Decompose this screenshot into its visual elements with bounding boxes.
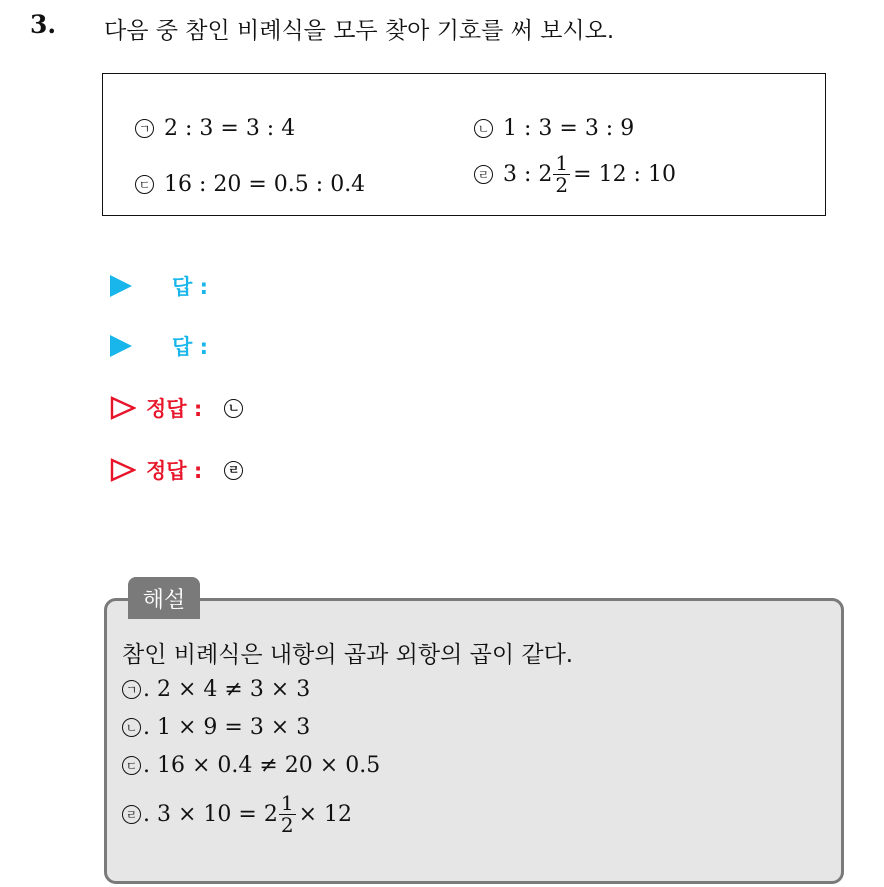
fraction-numerator: 1 <box>280 791 294 815</box>
correct-answer-row-2 <box>110 455 243 485</box>
answer-label: 답 : <box>172 335 208 359</box>
answer-row-2 <box>110 331 208 361</box>
explanation-expression: . 2 × 4 ≠ 3 × 3 <box>143 677 311 702</box>
correct-answer-value <box>224 399 243 418</box>
option-c <box>135 172 365 197</box>
explanation-expression: . 16 × 0.4 ≠ 20 × 0.5 <box>143 753 381 778</box>
fraction-numerator: 1 <box>555 151 569 175</box>
option-expression: 16 : 20 = 0.5 : 0.4 <box>164 172 366 197</box>
explanation-marker: ㄴ <box>122 718 141 737</box>
explanation-line <box>122 793 352 836</box>
explanation-marker: ㄷ <box>122 756 141 775</box>
solid-triangle-icon <box>110 275 132 297</box>
option-d <box>474 153 676 196</box>
option-expression-part: = 12 : 10 <box>573 162 676 187</box>
option-b <box>474 116 634 141</box>
option-expression: 1 : 3 = 3 : 9 <box>503 116 635 141</box>
option-marker: ㄹ <box>474 165 493 184</box>
answer-label: 답 : <box>172 275 208 299</box>
fraction-denominator: 2 <box>280 813 294 837</box>
question-text: 다음 중 참인 비례식을 모두 찾아 기호를 써 보시오. <box>104 18 615 44</box>
explanation-intro: 참인 비례식은 내항의 곱과 외항의 곱이 같다. <box>122 642 574 668</box>
fraction <box>279 793 296 836</box>
outline-triangle-icon <box>110 396 136 420</box>
explanation-expression-part: . 3 × 10 = 2 <box>143 802 278 827</box>
answer-marker: ㄴ <box>224 399 243 418</box>
explanation-expression-part: × 12 <box>298 802 352 827</box>
explanation-marker: ㄱ <box>122 680 141 699</box>
fraction <box>553 153 570 196</box>
option-expression: 2 : 3 = 3 : 4 <box>164 116 296 141</box>
outline-triangle-icon <box>110 458 136 482</box>
explanation-tag: 해설 <box>128 577 200 619</box>
correct-answer-value <box>224 461 243 480</box>
question-number: 3. <box>30 10 57 39</box>
explanation-line <box>122 715 310 740</box>
correct-answer-label: 정답 : <box>146 459 203 483</box>
solid-triangle-icon <box>110 335 132 357</box>
explanation-line <box>122 677 310 702</box>
explanation-expression: . 1 × 9 = 3 × 3 <box>143 715 311 740</box>
option-marker: ㄴ <box>474 119 493 138</box>
option-a <box>135 116 295 141</box>
fraction-denominator: 2 <box>555 173 569 197</box>
answer-row-1 <box>110 271 208 301</box>
explanation-marker: ㄹ <box>122 805 141 824</box>
option-marker: ㄷ <box>135 175 154 194</box>
correct-answer-label: 정답 : <box>146 397 203 421</box>
answer-marker: ㄹ <box>224 461 243 480</box>
option-expression-part: 3 : 2 <box>503 162 553 187</box>
option-marker: ㄱ <box>135 119 154 138</box>
explanation-line <box>122 753 380 778</box>
correct-answer-row-1 <box>110 393 243 423</box>
